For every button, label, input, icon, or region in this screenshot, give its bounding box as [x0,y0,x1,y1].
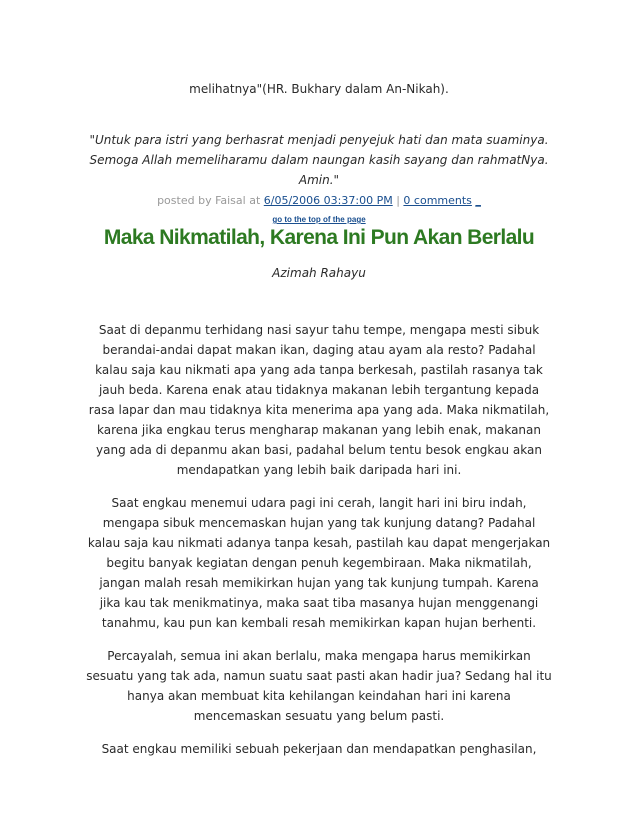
paragraph-line: mencemaskan sesuatu yang belum pasti. [193,709,445,723]
paragraph-line: yang ada di depanmu akan basi, padahal belum tentu besok engkau akan [96,443,542,457]
post-title: Maka Nikmatilah, Karena Ini Pun Akan Berlalu [103,226,535,249]
post-author: Azimah Rahayu [272,266,366,280]
previous-post-tail: melihatnya"(HR. Bukhary dalam An-Nikah). [189,82,449,96]
paragraph-line: Percayalah, semua ini akan berlalu, maka mengapa harus memikirkan [107,649,531,663]
paragraph-line: kalau saja kau nikmati adanya tanpa kesah, pastilah kau dapat mengerjakan [87,536,551,550]
paragraph-line: Saat di depanmu terhidang nasi sayur tahu tempe, mengapa mesti sibuk [98,323,540,337]
top-of-page-link[interactable]: go to the top of the page [272,215,366,224]
quote-line: Amin." [298,173,340,187]
paragraph-line: hanya akan membuat kita kehilangan keindahan hari ini karena [127,689,511,703]
paragraph-line: Saat engkau memiliki sebuah pekerjaan dan mendapatkan penghasilan, [101,742,537,756]
paragraph-line: Saat engkau menemui udara pagi ini cerah, langit hari ini biru indah, [111,496,527,510]
quote-line: "Untuk para istri yang berhasrat menjadi penyejuk hati dan mata suaminya. [89,133,549,147]
paragraph-line: rasa lapar dan mau tidaknya kita menerima apa yang ada. Maka nikmatilah, [88,403,550,417]
post-meta [0,194,638,208]
paragraph-line: jika kau tak menikmatinya, maka saat tiba masanya hujan menggenangi [99,596,539,610]
paragraph-line: kalau saja kau nikmati apa yang ada tanpa berkesah, pastilah rasanya tak [95,363,543,377]
paragraph-line: mendapatkan yang lebih baik daripada hari ini. [176,463,462,477]
paragraph-line: jangan malah resah memikirkan hujan yang tak kunjung tumpah. Karena [99,576,539,590]
paragraph-line: jauh beda. Karena enak atau tidaknya makanan lebih tergantung kepada [98,383,540,397]
posted-by-label: posted by Faisal at [157,194,261,207]
paragraph-line: karena jika engkau terus mengharap makanan yang lebih enak, makanan [97,423,541,437]
meta-separator: | [396,194,400,207]
paragraph-line: tanahmu, kau pun kan kembali resah memikirkan kapan hujan berhenti. [101,616,537,630]
post-permalink[interactable]: _ [475,194,481,207]
post-timestamp-link[interactable]: 6/05/2006 03:37:00 PM [263,194,393,207]
paragraph-line: begitu banyak kegiatan dengan penuh kegembiraan. Maka nikmatilah, [106,556,532,570]
paragraph-line: sesuatu yang tak ada, namun suatu saat pasti akan hadir jua? Sedang hal itu [86,669,552,683]
comments-link[interactable]: 0 comments [403,194,472,207]
quote-line: Semoga Allah memeliharamu dalam naungan kasih sayang dan rahmatNya. [89,153,549,167]
paragraph-line: berandai-andai dapat makan ikan, daging atau ayam ala resto? Padahal [102,343,536,357]
paragraph-line: mengapa sibuk mencemaskan hujan yang tak kunjung datang? Padahal [102,516,536,530]
